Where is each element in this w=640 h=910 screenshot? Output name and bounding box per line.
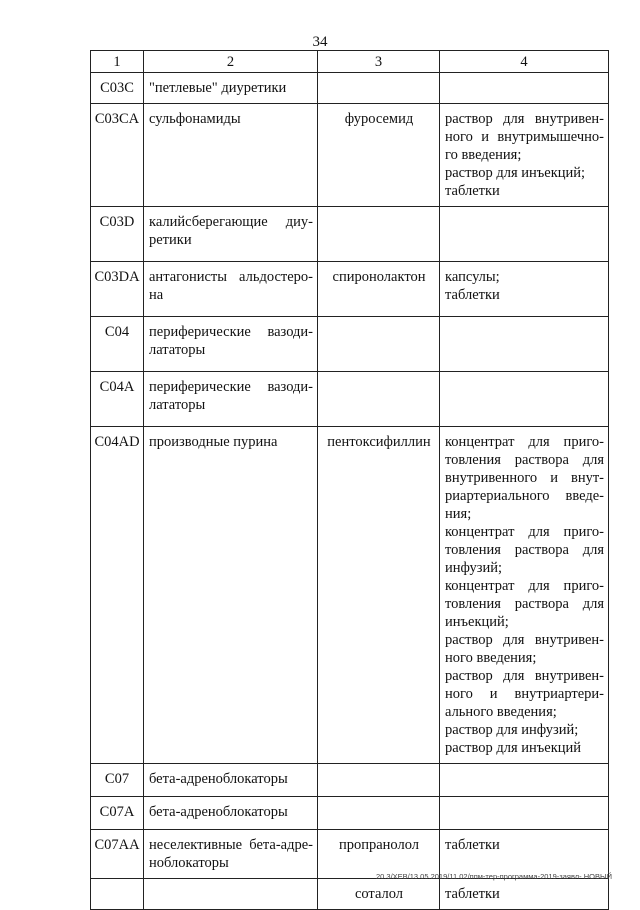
dosage-form-item: раствор для инфузий; — [445, 722, 579, 738]
dosage-form-item: раствор для внутривен-ного и внутримышечно-го введения; — [445, 111, 604, 163]
dosage-forms-cell — [440, 427, 609, 764]
drug-name-cell — [318, 317, 440, 372]
atc-group-name-cell: периферические вазоди-лататоры — [144, 372, 318, 427]
header-cell-2: 2 — [144, 51, 318, 73]
page-number: 34 — [312, 34, 328, 50]
atc-group-name-cell: периферические вазоди-лататоры — [144, 317, 318, 372]
dosage-form-item: таблетки — [445, 886, 500, 902]
dosage-forms-cell — [440, 372, 609, 427]
dosage-forms-cell — [440, 207, 609, 262]
dosage-form-item: капсулы; — [445, 269, 500, 285]
atc-code-cell: C04A — [91, 372, 144, 427]
table-row — [91, 764, 609, 797]
atc-code-cell: C03CA — [91, 104, 144, 207]
dosage-form-item: таблетки — [445, 837, 500, 853]
table-row — [91, 372, 609, 427]
dosage-form-item: раствор для внутривен-ного и внутриартери-ального введения; — [445, 668, 604, 720]
dosage-forms-cell — [440, 797, 609, 830]
dosage-forms-cell — [440, 73, 609, 104]
atc-code-cell: C04 — [91, 317, 144, 372]
drug-name-cell — [318, 73, 440, 104]
atc-code-cell: C03D — [91, 207, 144, 262]
dosage-form-item: раствор для инъекций; — [445, 165, 586, 181]
drug-name-cell: пентоксифиллин — [318, 427, 440, 764]
header-cell-4: 4 — [440, 51, 609, 73]
dosage-form-item: концентрат для приго-товления раствора для инфузий; — [445, 524, 604, 576]
table-header-row — [91, 51, 609, 73]
drug-name-cell: фуросемид — [318, 104, 440, 207]
atc-group-name-cell: неселективные бета-адре-ноблокаторы — [144, 830, 318, 879]
atc-code-cell: C07A — [91, 797, 144, 830]
dosage-form-item: концентрат для приго-товления раствора для внутривенного и внут-риартериального введе-ния; — [445, 434, 604, 522]
drug-name-cell: спиронолактон — [318, 262, 440, 317]
dosage-form-item: концентрат для приго-товления раствора для инъекций; — [445, 578, 604, 630]
header-cell-1: 1 — [91, 51, 144, 73]
header-cell-3: 3 — [318, 51, 440, 73]
table-body — [91, 51, 609, 910]
atc-group-name-cell: производные пурина — [144, 427, 318, 764]
table-row — [91, 797, 609, 830]
table-row — [91, 262, 609, 317]
dosage-forms-cell — [440, 317, 609, 372]
footer-note: 20.3/ХЕВ/13.05.2019/11.02/ппм-тер-программа-2019-заявл- НОВЫЙ — [375, 872, 612, 881]
atc-group-name-cell: бета-адреноблокаторы — [144, 797, 318, 830]
table-row — [91, 207, 609, 262]
table-row — [91, 104, 609, 207]
dosage-forms-cell — [440, 262, 609, 317]
table-row — [91, 73, 609, 104]
drug-name-cell: соталол — [318, 879, 440, 910]
atc-code-cell: C07AA — [91, 830, 144, 879]
atc-group-name-cell: антагонисты альдостеро-на — [144, 262, 318, 317]
dosage-forms-cell — [440, 764, 609, 797]
atc-code-cell: C04AD — [91, 427, 144, 764]
atc-code-cell: C07 — [91, 764, 144, 797]
atc-group-name-cell: калийсберегающие диу-ретики — [144, 207, 318, 262]
dosage-forms-cell — [440, 104, 609, 207]
table-row — [91, 317, 609, 372]
dosage-form-item: раствор для инъекций — [445, 740, 582, 756]
drug-name-cell — [318, 372, 440, 427]
dosage-form-item: раствор для внутривен-ного введения; — [445, 632, 604, 666]
atc-group-name-cell: бета-адреноблокаторы — [144, 764, 318, 797]
atc-code-cell: C03DA — [91, 262, 144, 317]
atc-group-name-cell: "петлевые" диуретики — [144, 73, 318, 104]
table-row — [91, 427, 609, 764]
drug-name-cell: пропранолол — [318, 830, 440, 879]
dosage-form-item: таблетки — [445, 287, 500, 303]
drug-name-cell — [318, 764, 440, 797]
drug-name-cell — [318, 207, 440, 262]
drug-table — [90, 50, 609, 910]
dosage-form-item: таблетки — [445, 183, 500, 199]
drug-name-cell — [318, 797, 440, 830]
atc-code-cell: C03C — [91, 73, 144, 104]
atc-group-name-cell: сульфонамиды — [144, 104, 318, 207]
